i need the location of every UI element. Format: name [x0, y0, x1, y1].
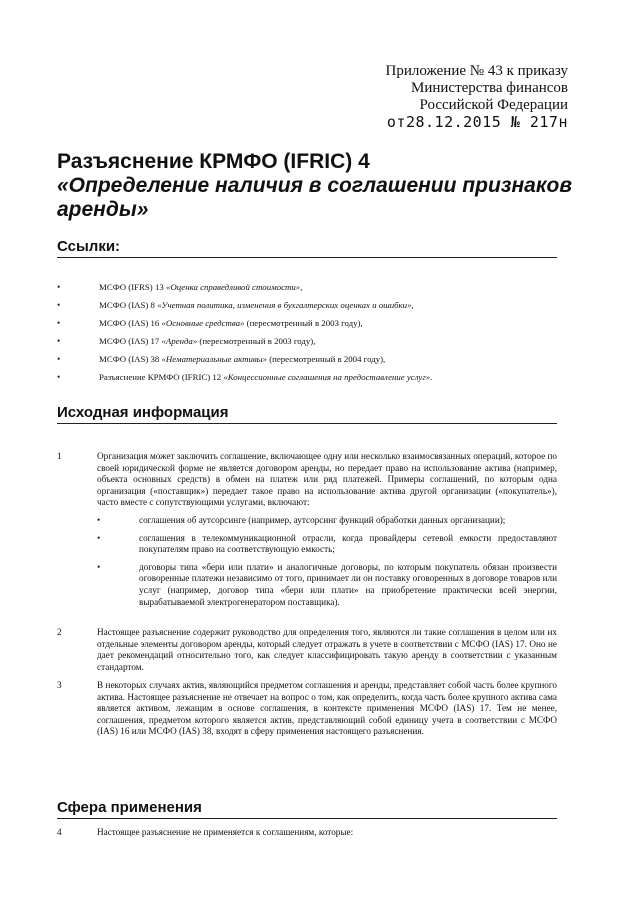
bullet-icon: •	[57, 300, 61, 310]
paragraph-text: В некоторых случаях актив, являющийся предметом соглашения и аренды, представляет собой часть более крупного актива. Настоящее разъяснение не отвечает на вопрос о том, как определить, когда часть более крупного актива сама является активом, лежащим в основе соглашения, в контексте применения МСФО (IAS) 17. Тем не менее, соглашения, предметом которого является актив, представляющий собой единицу учета в соответствии с МСФО (IAS) 16 или МСФО (IAS) 38, входят в сферу применения настоящего разъяснения.	[97, 680, 557, 737]
section-heading-refs: Ссылки:	[57, 238, 557, 258]
paragraph-1	[57, 451, 557, 608]
bullet-icon: •	[57, 336, 61, 346]
bullet-item: • соглашения об аутсорсинге (например, аутсорсинг функций обработки данных организации);	[97, 514, 506, 525]
bullet-icon: •	[97, 514, 101, 525]
approval-header	[268, 63, 568, 131]
paragraph-3	[57, 680, 557, 738]
paragraph-number: 4	[57, 827, 62, 837]
title-main: Разъяснение КРМФО (IFRIC) 4	[57, 150, 370, 173]
reference-item: • МСФО (IFRS) 13 «Оценка справедливой стоимости»,	[57, 282, 303, 292]
paragraph-text: Организация может заключить соглашение, включающее одну или несколько взаимосвязанных операций, которое по своей юридической форме не является договором аренды, но передает право на использование актива (например, объекта основных средств) в обмен на платеж или ряд платежей. Примеры соглашений, по которым одна организация («поставщик») передает такое право на использование актива другой организации («покупатель»), часто вместе с сопутствующими услугами, включают:	[97, 451, 557, 508]
paragraph-4	[57, 827, 557, 839]
bullet-icon: •	[57, 282, 61, 292]
paragraph-number: 2	[57, 627, 62, 637]
bullet-icon: •	[57, 372, 61, 382]
reference-item: • МСФО (IAS) 17 «Аренда» (пересмотренный в 2003 году),	[57, 336, 316, 346]
bullet-item: • соглашения в телекоммуникационной отрасли, когда провайдеры сетевой емкости предоставляют покупателям право на соответствующую емкость;	[97, 532, 557, 555]
paragraph-2	[57, 627, 557, 673]
bullet-icon: •	[97, 561, 101, 572]
section-heading-scope: Сфера применения	[57, 799, 557, 819]
bullet-icon: •	[97, 532, 101, 543]
paragraph-number: 1	[57, 451, 62, 461]
reference-item: • МСФО (IAS) 16 «Основные средства» (пересмотренный в 2003 году),	[57, 318, 363, 328]
reference-item: • Разъяснение КРМФО (IFRIC) 12 «Концессионные соглашения на предоставление услуг».	[57, 372, 433, 382]
reference-item: • МСФО (IAS) 8 «Учетная политика, изменения в бухгалтерских оценках и ошибки»,	[57, 300, 414, 310]
paragraph-text: Настоящее разъяснение содержит руководство для определения того, являются ли такие соглашения в целом или их отдельные элементы договором аренды, который следует отражать в учете в соответствии с МСФО (IAS) 17. Оно не дает рекомендаций относительно того, как следует классифицировать такую аренду в соответствии с указанным стандартом.	[97, 627, 557, 672]
reference-item: • МСФО (IAS) 38 «Нематериальные активы» (пересмотренный в 2004 году),	[57, 354, 386, 364]
bullet-icon: •	[57, 318, 61, 328]
bullet-icon: •	[57, 354, 61, 364]
paragraph-number: 3	[57, 680, 62, 690]
header-line-3: Российской Федерации	[419, 97, 568, 113]
document-title	[57, 150, 577, 222]
reference-list	[57, 282, 577, 390]
order-date-number: от28.12.2015 № 217н	[386, 113, 568, 131]
header-line-2: Министерства финансов	[411, 80, 568, 96]
title-subtitle: «Определение наличия в соглашении признаков аренды»	[57, 174, 573, 221]
header-line-1: Приложение № 43 к приказу	[385, 63, 568, 79]
section-heading-background: Исходная информация	[57, 404, 557, 424]
bullet-item: • договоры типа «бери или плати» и аналогичные договоры, по которым покупатель обязан произвести оговоренные платежи независимо от того, принимает ли он поставку оговоренных в договоре товаров или услуг (например, договор типа «бери или плати» на приобретение практически всей энергии, вырабатываемой электрогенератором поставщика).	[97, 561, 557, 607]
paragraph-text: Настоящее разъяснение не применяется к соглашениям, которые:	[97, 827, 354, 837]
